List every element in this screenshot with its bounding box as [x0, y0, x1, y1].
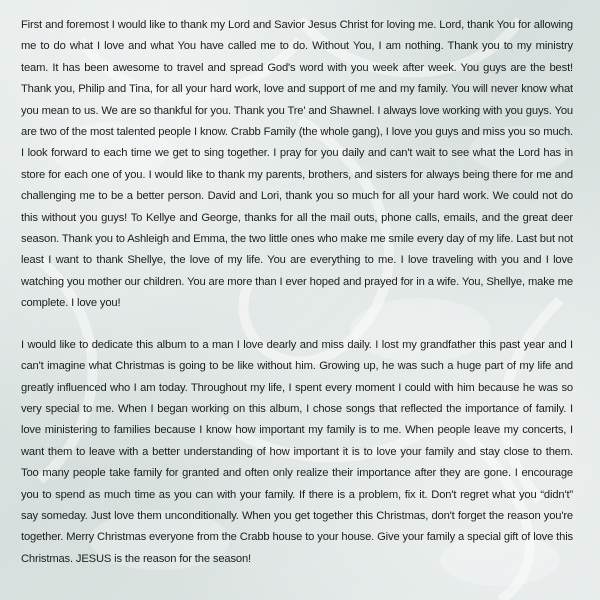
paragraph-thanks: First and foremost I would like to thank my Lord and Savior Jesus Christ for loving me. Lord, thank You for allowing me to do what I love and what You have called me to do. Without You, I am nothing. Thank you to my ministry team. It has been awesome to travel and spread God's word with you week after week. You guys are the best! Thank you, Philip and Tina, for all your hard work, love and support of me and my family. You will never know what you mean to us. We are so thankful for you. Thank you Tre' and Shawnel. I always love working with you guys. You are two of the most talented people I know. Crabb Family (the whole gang), I love you guys and miss you so much. I look forward to each time we get to sing together. I pray for you daily and can't wait to see what the Lord has in store for each one of you. I would like to thank my parents, brothers, and sisters for always being there for me and challenging me to be a better person. David and Lori, thank you so much for all your hard work. We could not do this without you guys! To Kellye and George, thanks for all the mail outs, phone calls, emails, and the great deer season. Thank you to Ashleigh and Emma, the two little ones who make me smile every day of my life. Last but not least I want to thank Shellye, the love of my life. You are everything to me. I love traveling with you and I love watching you mother our children. You are more than I ever hoped and prayed for in a wife. You, Shellye, make me complete. I love you! — [21, 19, 573, 310]
acknowledgements-text — [21, 15, 573, 570]
paragraph-dedication: I would like to dedicate this album to a man I love dearly and miss daily. I lost my grandfather this past year and I can't imagine what Christmas is going to be like without him. Growing up, he was such a huge part of my life and greatly influenced who I am today. Throughout my life, I spent every moment I could with him because he was so very special to me. When I began working on this album, I chose songs that reflected the importance of family. I love ministering to families because I know how important my family is to me. When people leave my concerts, I want them to leave with a better understanding of how important it is to love your family and stay close to them. Too many people take family for granted and often only realize their importance after they are gone. I encourage you to spend as much time as you can with your family. If there is a problem, fix it. Don't regret what you “didn't” say someday. Just love them unconditionally. When you get together this Christmas, don't forget the reason you're together. Merry Christmas everyone from the Crabb house to your house. Give your family a special gift of love this Christmas. JESUS is the reason for the season! — [21, 338, 573, 565]
